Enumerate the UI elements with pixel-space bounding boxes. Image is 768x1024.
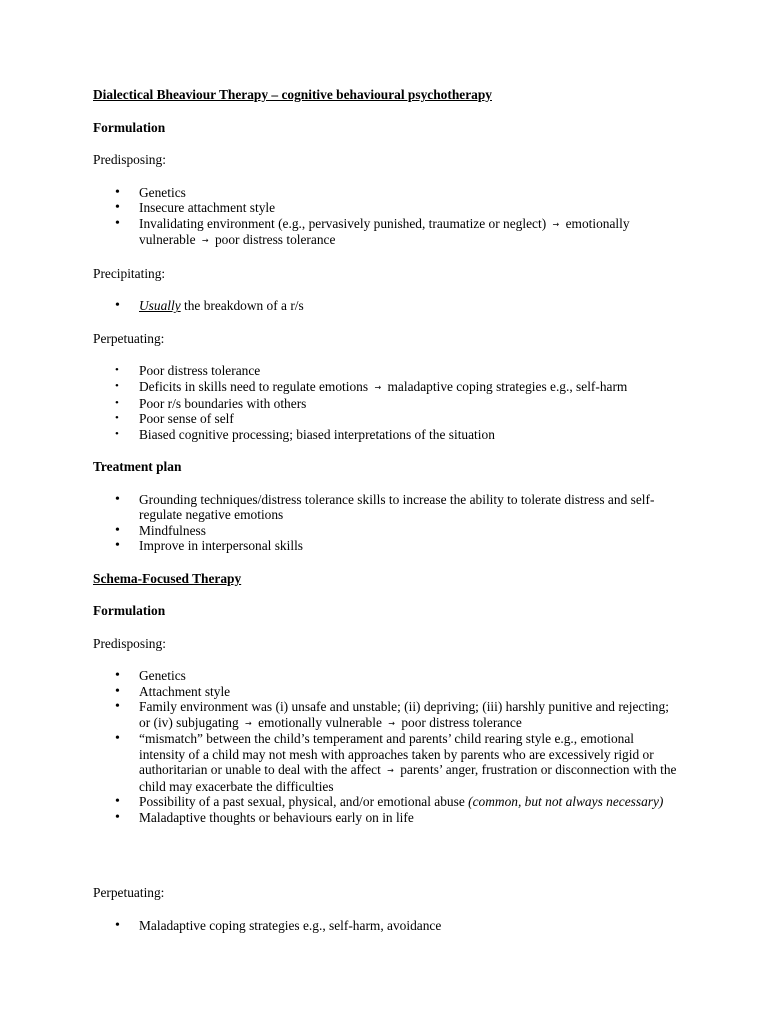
sft-predisposing-list: [93, 668, 683, 825]
blank-space: [93, 842, 683, 885]
list-item: • Invalidating environment (e.g., pervasively punished, traumatize or neglect) → emotionally vulnerable → poor distress tolerance: [115, 215, 630, 248]
dbt-formulation-heading: Formulation: [93, 119, 166, 135]
bullet-icon: •: [115, 731, 120, 747]
dbt-perpetuating-label: Perpetuating:: [93, 330, 165, 346]
arrow-right-icon: →: [388, 718, 395, 728]
list-item: • Possibility of a past sexual, physical, and/or emotional abuse (common, but not always necessary): [115, 794, 664, 810]
list-item: • Improve in interpersonal skills: [115, 538, 304, 554]
bullet-icon: •: [115, 200, 120, 215]
bullet-icon: •: [115, 427, 119, 440]
list-item: • Genetics: [115, 184, 186, 200]
bullet-icon: •: [115, 491, 120, 507]
list-item: • Grounding techniques/distress tolerance skills to increase the ability to tolerate distress and self-regulate negative emotions: [115, 491, 655, 523]
bullet-icon: •: [115, 809, 120, 825]
bullet-icon: •: [115, 364, 119, 377]
arrow-right-icon: →: [245, 718, 252, 728]
dbt-predisposing-label: Predisposing:: [93, 152, 166, 167]
sft-perpetuating-label: Perpetuating:: [93, 885, 165, 901]
dbt-treatment-list: [93, 492, 683, 554]
bullet-icon: •: [115, 522, 120, 538]
document-page: [93, 87, 683, 950]
list-item: • Maladaptive coping strategies e.g., self-harm, avoidance: [115, 917, 442, 933]
dbt-precipitating-label: Precipitating:: [93, 265, 166, 281]
dbt-perpetuating-list: [93, 363, 683, 442]
list-item: • Maladaptive thoughts or behaviours early on in life: [115, 809, 414, 825]
bullet-icon: •: [115, 184, 120, 200]
list-item: • Attachment style: [115, 683, 231, 699]
list-item: • Poor sense of self: [115, 411, 234, 427]
arrow-right-icon: →: [374, 383, 382, 393]
bullet-icon: •: [115, 298, 120, 314]
bullet-icon: •: [115, 215, 120, 231]
list-item: • Mindfulness: [115, 522, 206, 538]
list-item: • Usually the breakdown of a r/s: [115, 298, 304, 314]
bullet-icon: •: [115, 412, 119, 425]
dbt-precipitating-list: [93, 298, 683, 314]
bullet-icon: •: [115, 538, 120, 554]
bullet-icon: •: [115, 683, 120, 699]
list-item: • “mismatch” between the child’s temperament and parents’ child rearing style e.g., emotional intensity of a child may not mesh with approaches taken by parents who are excessively rigid or authoritarian or unable to deal with the affect → parents’ anger, frustration or disconnection with the child may exacerbate the difficulties: [115, 731, 677, 794]
bullet-icon: •: [115, 668, 120, 684]
bullet-icon: •: [115, 794, 120, 810]
arrow-right-icon: →: [387, 766, 394, 776]
list-item: • Deficits in skills need to regulate emotions → maladaptive coping strategies e.g., self-harm: [115, 378, 628, 394]
sft-formulation-heading: Formulation: [93, 603, 166, 619]
dbt-predisposing-list: [93, 185, 683, 249]
bullet-icon: •: [115, 379, 119, 392]
sft-title: Schema-Focused Therapy: [93, 570, 242, 586]
bullet-icon: •: [115, 396, 119, 409]
dbt-title: Dialectical Bheaviour Therapy – cognitive behavioural psychotherapy: [93, 87, 492, 102]
list-item: • Genetics: [115, 668, 186, 684]
dbt-treatment-heading: Treatment plan: [93, 459, 182, 475]
list-item: • Poor distress tolerance: [115, 363, 261, 379]
sft-perpetuating-list: [93, 918, 683, 934]
arrow-right-icon: →: [201, 236, 209, 246]
list-item: • Biased cognitive processing; biased interpretations of the situation: [115, 426, 495, 442]
arrow-right-icon: →: [552, 219, 560, 229]
bullet-icon: •: [115, 917, 120, 933]
list-item: • Poor r/s boundaries with others: [115, 395, 307, 411]
bullet-icon: •: [115, 699, 120, 715]
list-item: • Insecure attachment style: [115, 200, 276, 215]
list-item: • Family environment was (i) unsafe and unstable; (ii) depriving; (iii) harshly punitive and rejecting; or (iv) subjugating → emotionally vulnerable → poor distress tolerance: [115, 699, 669, 730]
sft-predisposing-label: Predisposing:: [93, 635, 166, 651]
